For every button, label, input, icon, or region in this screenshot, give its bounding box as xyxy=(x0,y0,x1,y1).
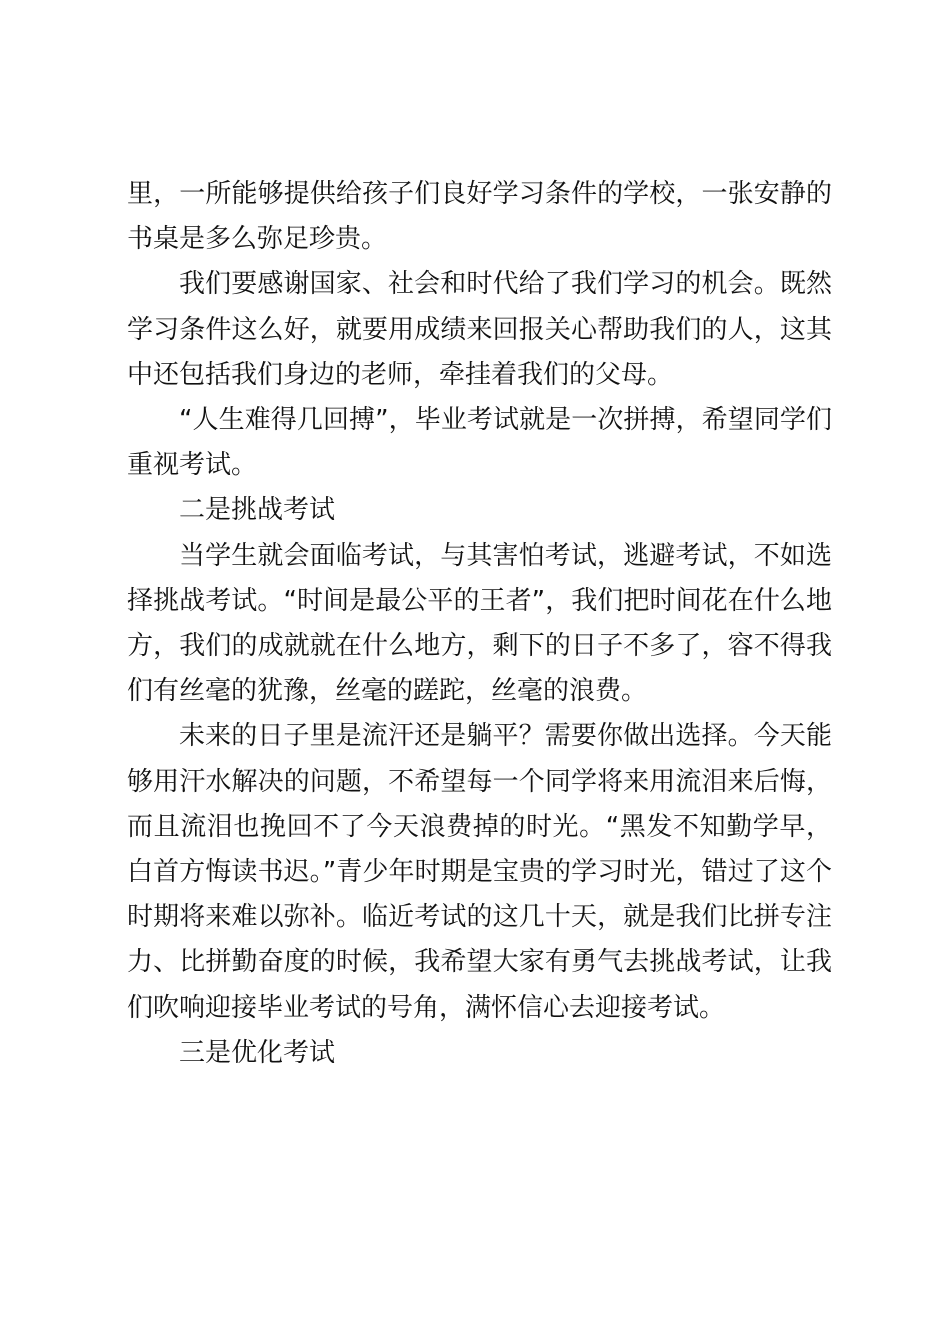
paragraph-future-choice: 未来的日子里是流汗还是躺平？需要你做出选择。今天能够用汗水解决的问题，不希望每一个同学将来用流泪来后悔，而且流泪也挽回不了今天浪费掉的时光。“黑发不知勤学早，白首方悔读书迟。”青少年时期是宝贵的学习时光，错过了这个时期将来难以弥补。临近考试的这几十天，就是我们比拼专注力、比拼勤奋度的时候，我希望大家有勇气去挑战考试，让我们吹响迎接毕业考试的号角，满怀信心去迎接考试。 xyxy=(127,721,832,1023)
paragraph-challenge-exam: 当学生就会面临考试，与其害怕考试，逃避考试，不如选择挑战考试。“时间是最公平的王者”，我们把时间花在什么地方，我们的成就就在什么地方，剩下的日子不多了，容不得我们有丝毫的犹豫，丝毫的蹉跎，丝毫的浪费。 xyxy=(127,540,832,707)
paragraph-quote-strive: “人生难得几回搏”，毕业考试就是一次拼搏，希望同学们重视考试。 xyxy=(127,405,832,481)
paragraph-continuation: 里，一所能够提供给孩子们良好学习条件的学校，一张安静的书桌是多么弥足珍贵。 xyxy=(127,179,832,255)
section-heading-optimize: 三是优化考试 xyxy=(179,1037,336,1068)
paragraph-gratitude: 我们要感谢国家、社会和时代给了我们学习的机会。既然学习条件这么好，就要用成绩来回报关心帮助我们的人，这其中还包括我们身边的老师，牵挂着我们的父母。 xyxy=(127,269,832,390)
document-body xyxy=(127,172,832,1076)
section-heading-challenge: 二是挑战考试 xyxy=(179,495,336,526)
